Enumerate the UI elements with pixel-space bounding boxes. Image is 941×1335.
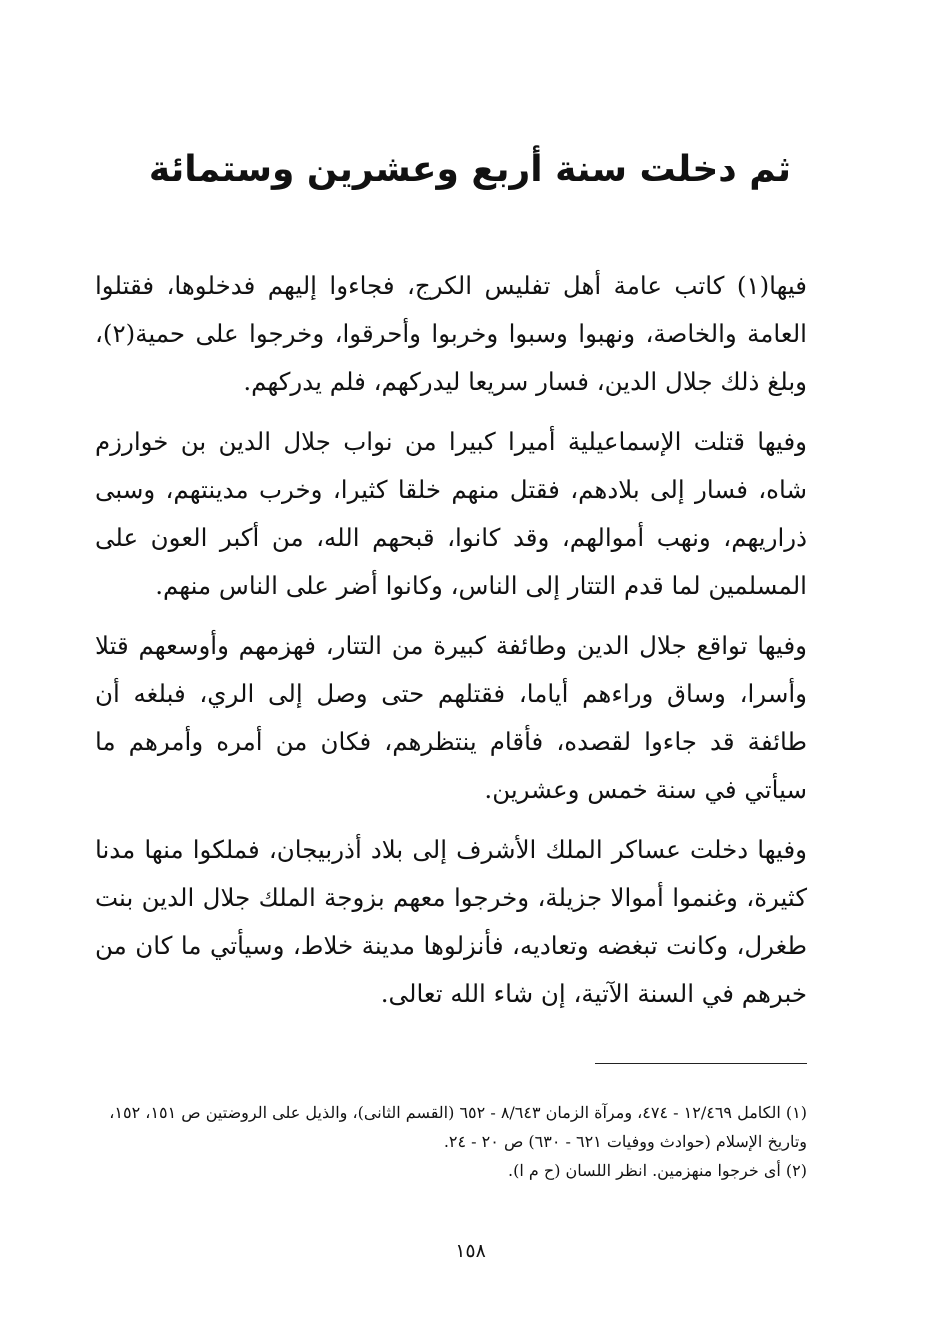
page-number: ١٥٨: [455, 1240, 486, 1262]
footnote-2: (٢) أى خرجوا منهزمين. انظر اللسان (ح م ا).: [508, 1161, 807, 1180]
main-text: [95, 262, 807, 1030]
footnote-1: (١) الكامل ١٢/٤٦٩ - ٤٧٤، ومرآة الزمان ٨/٦٤٣ - ٦٥٢ (القسم الثانى)، والذيل على الروضتين ص ١٥١، ١٥٢، وتاريخ الإسلام (حوادث ووفيات ٦٢١ - ٦٣٠) ص ٢٠ - ٢٤.: [109, 1103, 807, 1151]
paragraph-1: فيها(١) كاتب عامة أهل تفليس الكرج، فجاءوا إليهم فدخلوها، فقتلوا العامة والخاصة، ونهبوا وسبوا وخربوا وأحرقوا، وخرجوا على حمية(٢)، وبلغ ذلك جلال الدين، فسار سريعا ليدركهم، فلم يدركهم.: [95, 271, 807, 396]
footnotes: [95, 1098, 807, 1185]
chapter-title: ثم دخلت سنة أربع وعشرين وستمائة: [148, 149, 792, 190]
footnote-divider: [595, 1063, 807, 1064]
paragraph-2: وفيها قتلت الإسماعيلية أميرا كبيرا من نواب جلال الدين بن خوارزم شاه، فسار إلى بلادهم، فقتل منهم خلقا كثيرا، وخرب مدينتهم، وسبى ذراريهم، ونهب أموالهم، وقد كانوا، قبحهم الله، من أكبر العون على المسلمين لما قدم التتار إلى الناس، وكانوا أضر على الناس منهم.: [95, 427, 807, 600]
paragraph-4: وفيها دخلت عساكر الملك الأشرف إلى بلاد أذربيجان، فملكوا منها مدنا كثيرة، وغنموا أموالا جزيلة، وخرجوا معهم بزوجة الملك جلال الدين بنت طغرل، وكانت تبغضه وتعاديه، فأنزلوها مدينة خلاط، وسيأتي ما كان من خبرهم في السنة الآتية، إن شاء الله تعالى.: [95, 835, 807, 1008]
paragraph-3: وفيها تواقع جلال الدين وطائفة كبيرة من التتار، فهزمهم وأوسعهم قتلا وأسرا، وساق وراءهم أياما، فقتلهم حتى وصل إلى الري، فبلغه أن طائفة قد جاءوا لقصده، فأقام ينتظرهم، فكان من أمره وأمرهم ما سيأتي في سنة خمس وعشرين.: [95, 631, 807, 804]
